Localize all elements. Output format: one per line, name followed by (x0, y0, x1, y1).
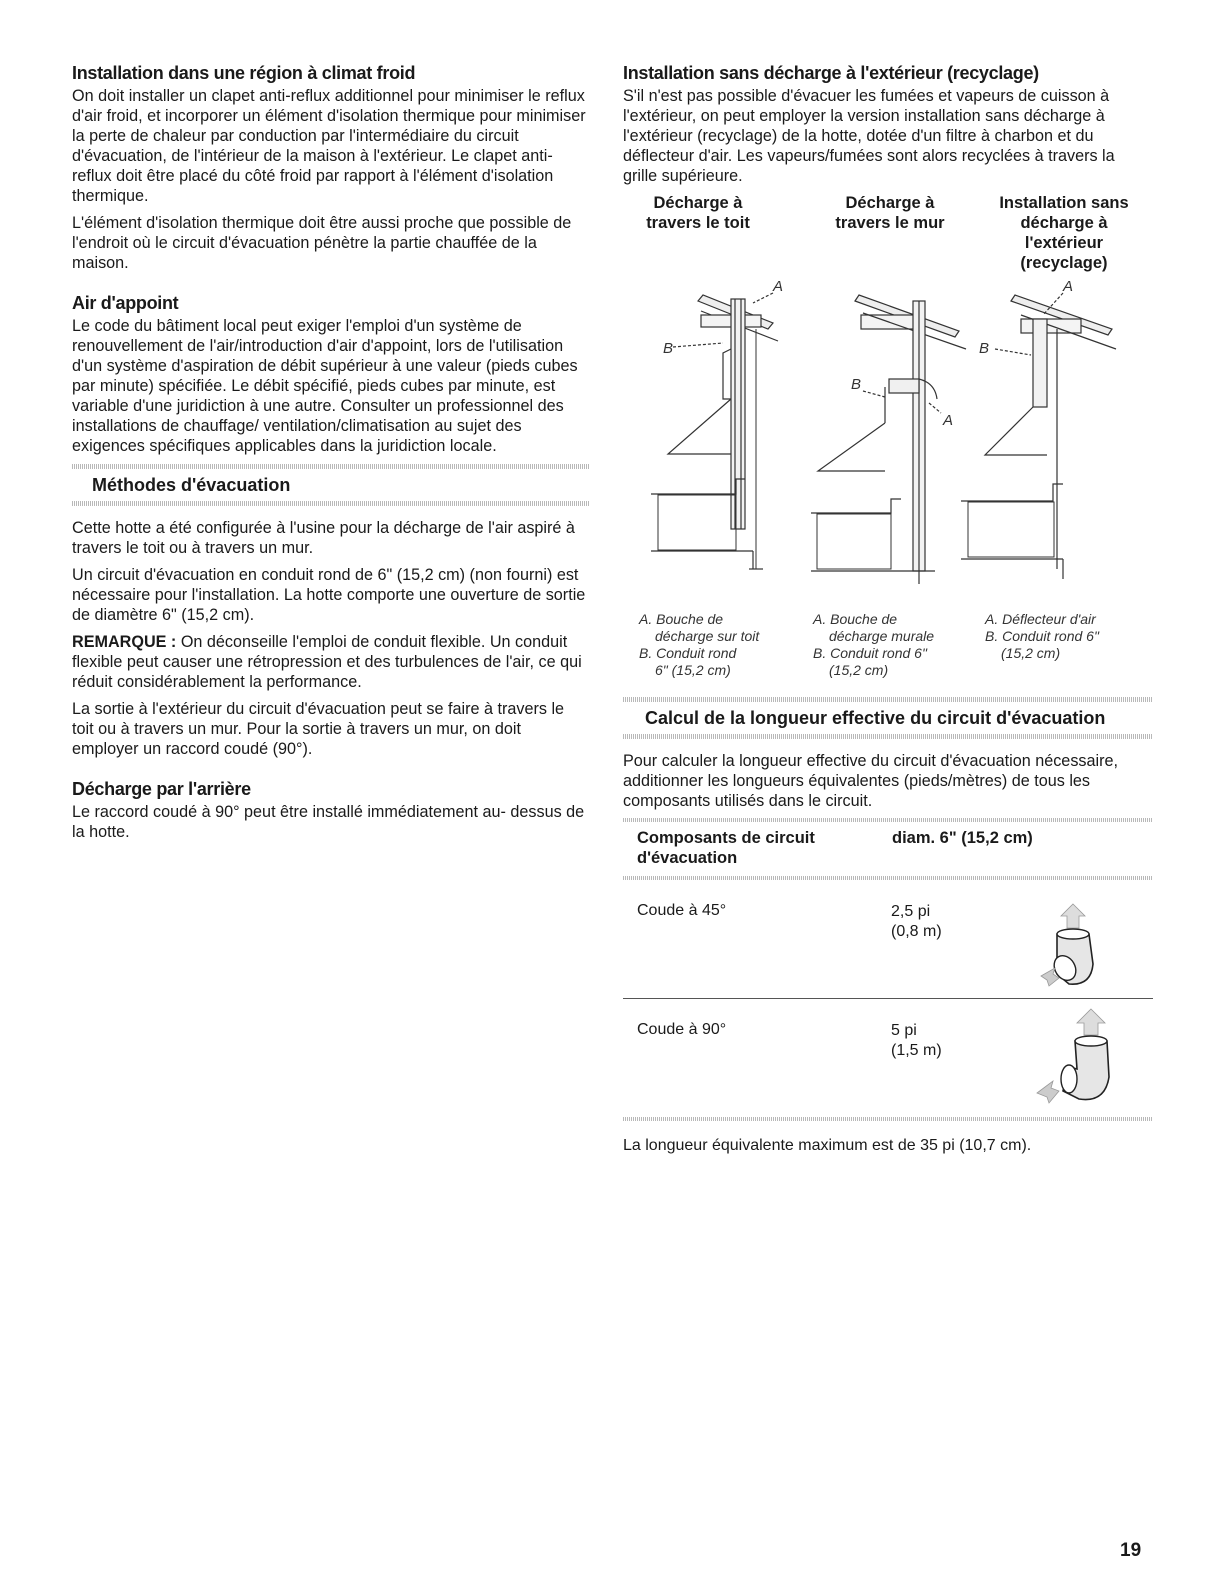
cold-climate-heading: Installation dans une région à climat froid (72, 63, 416, 83)
component-length: 5 pi (1,5 m) (891, 1022, 942, 1059)
diagram-heading-recirculating: Installation sans décharge à l'extérieur (recyclage) (999, 194, 1129, 272)
recirculating-diagram (961, 279, 1116, 579)
note-text: On déconseille l'emploi de conduit flexible. Un conduit flexible peut causer une rétropression et des turbulences de l'air, ce qui réduit considérablement la performance. (72, 633, 582, 691)
methods-paragraph-2: Un circuit d'évacuation en conduit rond de 6" (15,2 cm) (non fourni) est nécessaire pour l'installation. La hotte comporte une ouverture de sortie de diamètre 6" (15,2 cm). (72, 566, 586, 624)
effective-length-heading: Calcul de la longueur effective du circuit d'évacuation (645, 708, 1106, 728)
recirculating-paragraph: S'il n'est pas possible d'évacuer les fumées et vapeurs de cuisson à l'extérieur, on peut employer la version installation sans décharge à l'extérieur (recyclage) de la hotte, dotée d'un filtre à charbon et du déflecteur d'air. Les vapeurs/fumées sont alors recyclées à travers la grille supérieure. (623, 87, 1115, 185)
methods-note (72, 632, 590, 692)
column-header-components: Composants de circuit d'évacuation (637, 829, 815, 867)
table-row (623, 999, 1153, 1117)
left-column (72, 62, 590, 849)
component-name: Coude à 90° (637, 1021, 727, 1038)
component-name: Coude à 45° (637, 902, 727, 919)
caption-recirculating: A. Déflecteur d'air B. Conduit rond 6" (15,2 cm) (985, 611, 1099, 661)
makeup-air-heading: Air d'appoint (72, 293, 179, 313)
components-table-header (623, 822, 1153, 876)
rear-discharge-paragraph: Le raccord coudé à 90° peut être installé immédiatement au- dessus de la hotte. (72, 803, 585, 841)
diagram-heading-roof: Décharge à travers le toit (646, 194, 750, 232)
methods-paragraph-4: La sortie à l'extérieur du circuit d'évacuation peut se faire à travers le toit ou à travers un mur. Pour la sortie à travers un mur, on doit employer un raccord coudé (90°). (72, 700, 565, 758)
venting-methods-heading: Méthodes d'évacuation (92, 475, 291, 495)
table-row (623, 880, 1153, 998)
caption-roof: A. Bouche de décharge sur toit B. Conduit rond 6" (15,2 cm) (639, 611, 760, 678)
diagram-heading-wall: Décharge à travers le mur (835, 194, 945, 232)
methods-paragraph-1: Cette hotte a été configurée à l'usine pour la décharge de l'air aspiré à travers le toit ou à travers un mur. (72, 519, 575, 557)
rear-discharge-heading: Décharge par l'arrière (72, 779, 251, 799)
right-column (623, 62, 1153, 1155)
label-b-wall: B (851, 376, 862, 393)
makeup-air-paragraph: Le code du bâtiment local peut exiger l'emploi d'un système de renouvellement de l'air/introduction d'air d'appoint, lors de l'utilisation d'un système d'aspiration de débit supérieur à une valeur (pieds cubes par minute) spécifiée. Le débit spécifié, pieds cubes par minute, est variable d'une juridiction à une autre. Consulter un professionnel des installations de chauffage/ ventilation/climatisation au sujet des exigences spécifiques applicables dans la juridiction locale. (72, 317, 578, 455)
column-header-diameter: diam. 6" (15,2 cm) (892, 829, 1033, 847)
effective-length-banner (623, 697, 1153, 739)
roof-venting-diagram (651, 279, 783, 569)
page-number: 19 (1120, 1540, 1142, 1561)
venting-methods-banner (72, 464, 590, 506)
recirculating-heading: Installation sans décharge à l'extérieur (recyclage) (623, 63, 1039, 83)
cold-climate-paragraph-2: L'élément d'isolation thermique doit être aussi proche que possible de l'endroit où le circuit d'évacuation pénètre la partie chauffée de la maison. (72, 214, 572, 272)
elbow-45-icon (1033, 894, 1113, 994)
diagram-captions (623, 611, 1153, 679)
installation-diagrams-svg (623, 279, 1153, 609)
elbow-90-icon (1033, 1007, 1133, 1111)
effective-length-paragraph: Pour calculer la longueur effective du circuit d'évacuation nécessaire, additionner les longueurs équivalentes (pieds/mètres) de tous les composants utilisés dans le circuit. (623, 752, 1118, 810)
note-label: REMARQUE : (72, 633, 177, 651)
component-length: 2,5 pi (0,8 m) (891, 903, 942, 940)
diagram-headings (623, 193, 1153, 273)
label-b-roof: B (663, 340, 674, 357)
label-a-recirculating: A (1063, 279, 1074, 295)
label-b-recirculating: B (979, 340, 990, 357)
label-a-roof: A (773, 279, 784, 295)
caption-wall: A. Bouche de décharge murale B. Conduit rond 6" (15,2 cm) (813, 611, 935, 678)
max-length-note: La longueur équivalente maximum est de 35 pi (10,7 cm). (623, 1137, 1032, 1154)
installation-diagrams (623, 279, 1153, 609)
label-a-wall: A (943, 412, 954, 429)
cold-climate-paragraph-1: On doit installer un clapet anti-reflux additionnel pour minimiser le reflux d'air froid, et incorporer un élément d'isolation thermique pour minimiser la perte de chaleur par conduction par l'intermédiaire du circuit d'évacuation, de l'intérieur de la maison à l'extérieur. Le clapet anti-reflux doit être placé du côté froid par rapport à l'élément d'isolation thermique. (72, 87, 586, 205)
wall-venting-diagram (811, 295, 966, 584)
